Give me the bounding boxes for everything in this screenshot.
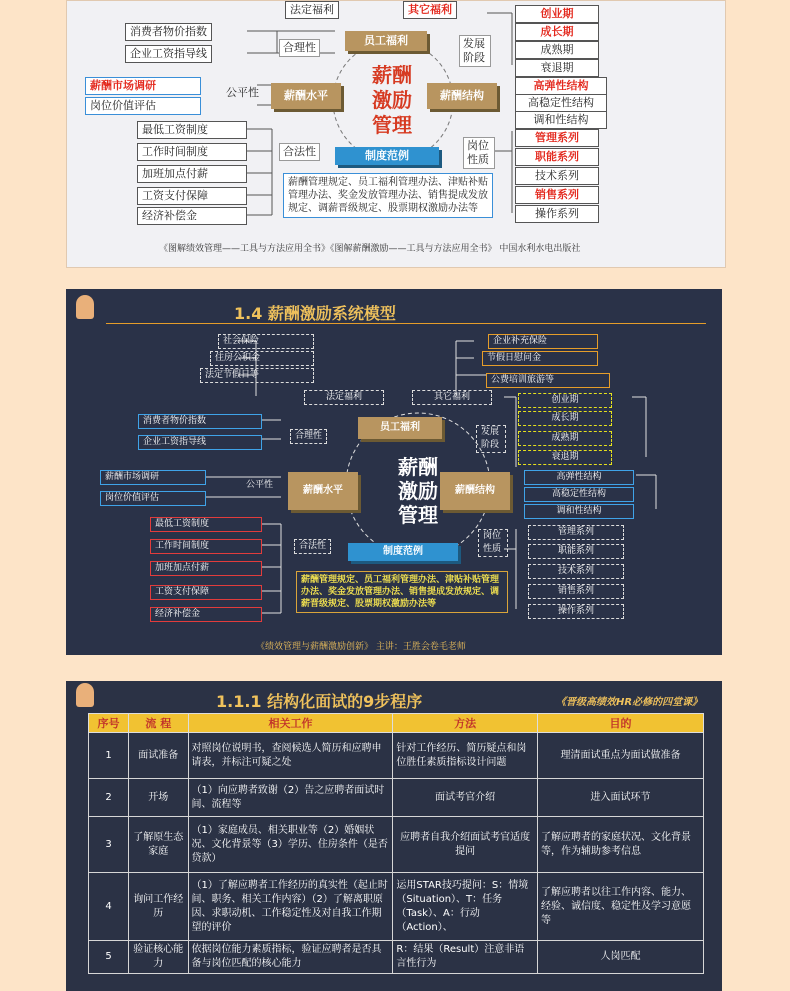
course-caption: 《绩效管理与薪酬激励创新》 主讲：王胜会卷毛老师: [256, 642, 466, 652]
rules-text-box: 薪酬管理规定、员工福利管理办法、津贴补贴管理办法、奖金发放管理办法、销售提成发放规定、调薪晋级规定、股票期权激励办法等: [283, 173, 493, 218]
fairness-label: 公平性: [246, 480, 274, 490]
statutory-welfare-box: 法定福利: [285, 1, 339, 19]
employee-welfare-node: 员工福利: [358, 417, 442, 439]
stage-mature: 成熟期: [515, 41, 599, 59]
social-insurance-box: 社会保险: [218, 334, 314, 349]
pay-level-node: 薪酬水平: [271, 83, 341, 109]
row-method: 针对工作经历、简历疑点和岗位胜任素质指标设计问题: [393, 733, 538, 779]
center-line-2: 激励: [398, 479, 438, 503]
col-header-work: 相关工作: [188, 714, 393, 733]
employee-welfare-node: 员工福利: [345, 31, 427, 51]
center-title: [372, 455, 464, 527]
development-stage-label: 发展阶段: [459, 35, 491, 67]
pay-level-node: 薪酬水平: [288, 472, 358, 510]
col-header-no: 序号: [89, 714, 129, 733]
wage-guideline-box: 企业工资指导线: [125, 45, 212, 63]
compensation-box: 经济补偿金: [150, 607, 262, 622]
wage-guideline-box: 企业工资指导线: [138, 435, 262, 450]
row-no: 2: [89, 779, 129, 817]
row-no: 4: [89, 873, 129, 941]
overtime-box: 加班加点付薪: [137, 165, 247, 183]
stage-decline: 衰退期: [515, 59, 599, 77]
center-line-1: 薪酬: [398, 455, 438, 479]
job-evaluation-box: 岗位价值评估: [100, 491, 206, 506]
table-row: [89, 941, 704, 974]
rules-text-box: 薪酬管理规定、员工福利管理办法、津贴补贴管理办法、奖金发放管理办法、销售提成发放规定、调薪晋级规定、股票期权激励办法等: [296, 571, 508, 613]
fairness-label: 公平性: [226, 86, 259, 99]
legality-label: 合法性: [279, 143, 320, 161]
row-work: （1）向应聘者致谢（2）告之应聘者面试时间、流程等: [188, 779, 393, 817]
slide-interview-table: [66, 681, 722, 991]
work-time-box: 工作时间制度: [137, 143, 247, 161]
row-no: 5: [89, 941, 129, 974]
rationality-label: 合理性: [279, 39, 320, 57]
job-nature-label: 岗位性质: [463, 137, 495, 169]
struct-high-elastic: 高弹性结构: [524, 470, 634, 485]
avatar-icon: [76, 683, 94, 707]
row-step: 面试准备: [129, 733, 188, 779]
holiday-gift-box: 节假日慰问金: [482, 351, 598, 366]
table-row: [89, 733, 704, 779]
row-no: 1: [89, 733, 129, 779]
row-work: （1）了解应聘者工作经历的真实性（起止时间、职务、相关工作内容）（2）了解离职原因、求职动机、工作稳定性及对自我工作期望的评价: [188, 873, 393, 941]
pay-structure-node: 薪酬结构: [440, 472, 510, 510]
series-operation: 操作系列: [528, 604, 624, 619]
slide-book-diagram: [66, 0, 726, 268]
row-step: 了解原生态家庭: [129, 817, 188, 873]
center-line-1: 薪酬: [372, 63, 412, 87]
row-method: 应聘者自我介绍面试考官适度提问: [393, 817, 538, 873]
struct-blended: 调和性结构: [524, 504, 634, 519]
job-nature-label: 岗位性质: [478, 529, 508, 557]
statutory-holiday-box: 法定节假日等: [200, 368, 314, 383]
center-line-3: 管理: [398, 503, 438, 527]
other-welfare-box: 其它福利: [412, 390, 492, 405]
row-goal: 理清面试重点为面试做准备: [537, 733, 703, 779]
pay-structure-node: 薪酬结构: [427, 83, 497, 109]
slide3-title: 1.1.1 结构化面试的9步程序: [216, 692, 423, 711]
row-step: 开场: [129, 779, 188, 817]
series-tech: 技术系列: [528, 564, 624, 579]
housing-fund-box: 住房公积金: [210, 351, 314, 366]
table-row: [89, 779, 704, 817]
row-work: 对照岗位说明书，查阅候选人简历和应聘申请表，并标注可疑之处: [188, 733, 393, 779]
market-survey-box: 薪酬市场调研: [100, 470, 206, 485]
struct-high-stable: 高稳定性结构: [524, 487, 634, 502]
row-goal: 人岗匹配: [537, 941, 703, 974]
struct-blended: 调和性结构: [515, 111, 607, 129]
series-management: 管理系列: [528, 525, 624, 540]
series-function: 职能系列: [528, 544, 624, 559]
row-work: 依据岗位能力素质指标，验证应聘者是否具备与岗位匹配的核心能力: [188, 941, 393, 974]
table-row: [89, 817, 704, 873]
stage-growth: 成长期: [518, 411, 612, 426]
series-sales: 销售系列: [515, 186, 599, 204]
row-method: 面试考官介绍: [393, 779, 538, 817]
min-wage-box: 最低工资制度: [137, 121, 247, 139]
series-tech: 技术系列: [515, 167, 599, 185]
series-sales: 销售系列: [528, 584, 624, 599]
policy-example-node: 制度范例: [348, 543, 458, 561]
cpi-box: 消费者物价指数: [125, 23, 212, 41]
center-line-3: 管理: [372, 113, 412, 137]
wage-payment-box: 工资支付保障: [150, 585, 262, 600]
center-title: [347, 55, 437, 145]
supplementary-insurance-box: 企业补充保险: [488, 334, 598, 349]
market-survey-box: 薪酬市场调研: [85, 77, 201, 95]
center-line-2: 激励: [372, 88, 412, 112]
other-welfare-box: 其它福利: [403, 1, 457, 19]
stage-startup: 创业期: [515, 5, 599, 23]
slide2-title: 1.4 薪酬激励系统模型: [234, 304, 396, 323]
slide-course-diagram: [66, 289, 722, 655]
row-step: 验证核心能力: [129, 941, 188, 974]
row-no: 3: [89, 817, 129, 873]
overtime-box: 加班加点付薪: [150, 561, 262, 576]
cpi-box: 消费者物价指数: [138, 414, 262, 429]
statutory-welfare-box: 法定福利: [304, 390, 384, 405]
development-stage-label: 发展阶段: [476, 425, 506, 453]
series-function: 职能系列: [515, 148, 599, 166]
series-management: 管理系列: [515, 129, 599, 147]
policy-example-node: 制度范例: [335, 147, 439, 165]
row-step: 询问工作经历: [129, 873, 188, 941]
row-work: （1）家庭成员、相关职业等（2）婚姻状况、文化背景等（3）学历、住房条件（是否贷款）: [188, 817, 393, 873]
interview-steps-table: [88, 713, 704, 974]
min-wage-box: 最低工资制度: [150, 517, 262, 532]
struct-high-elastic: 高弹性结构: [515, 77, 607, 95]
job-evaluation-box: 岗位价值评估: [85, 97, 201, 115]
row-method: R：结果（Result）注意非语言性行为: [393, 941, 538, 974]
col-header-method: 方法: [393, 714, 538, 733]
stage-growth: 成长期: [515, 23, 599, 41]
struct-high-stable: 高稳定性结构: [515, 94, 607, 112]
book-caption: 《图解绩效管理——工具与方法应用全书》《图解薪酬激励——工具与方法应用全书》 中国水利水电出版社: [159, 244, 581, 254]
legality-label: 合法性: [294, 539, 331, 554]
row-method: 运用STAR技巧提问：S：情境（Situation）、T：任务（Task）、A：行动（Action）、: [393, 873, 538, 941]
stage-mature: 成熟期: [518, 431, 612, 446]
stage-decline: 衰退期: [518, 450, 612, 465]
work-time-box: 工作时间制度: [150, 539, 262, 554]
row-goal: 了解应聘者的家庭状况、文化背景等，作为辅助参考信息: [537, 817, 703, 873]
training-travel-box: 公费培训旅游等: [486, 373, 610, 388]
col-header-goal: 目的: [537, 714, 703, 733]
row-goal: 进入面试环节: [537, 779, 703, 817]
series-operation: 操作系列: [515, 205, 599, 223]
slide3-subtitle: 《晋级高绩效HR必修的四堂课》: [556, 697, 703, 708]
table-header-row: [89, 714, 704, 733]
stage-startup: 创业期: [518, 393, 612, 408]
col-header-step: 流 程: [129, 714, 188, 733]
compensation-box: 经济补偿金: [137, 207, 247, 225]
row-goal: 了解应聘者以往工作内容、能力、经验、诚信度、稳定性及学习意愿等: [537, 873, 703, 941]
table-row: [89, 873, 704, 941]
wage-payment-box: 工资支付保障: [137, 187, 247, 205]
rationality-label: 合理性: [290, 429, 327, 444]
